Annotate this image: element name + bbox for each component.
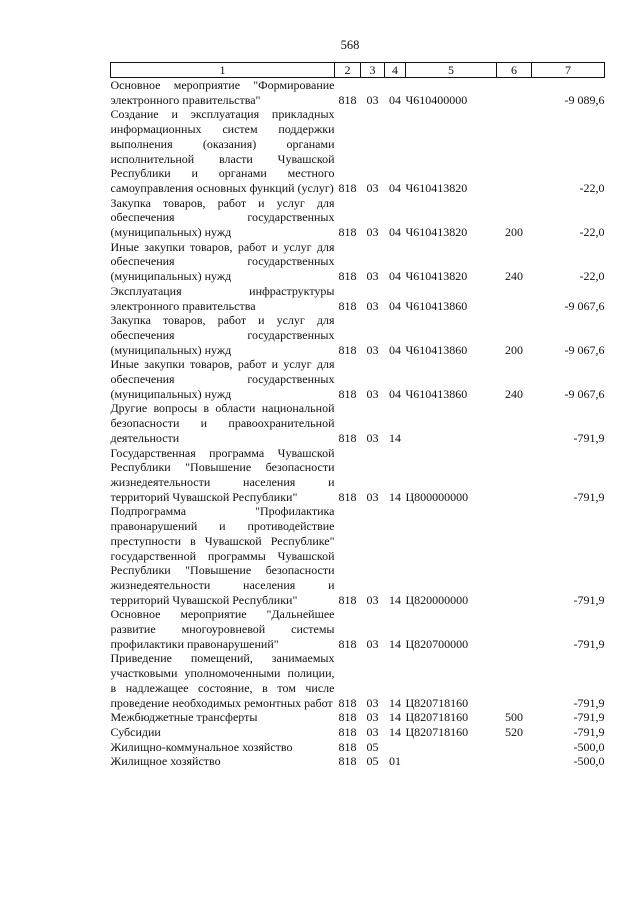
row-subsection-code: 14 — [389, 724, 401, 739]
row-ministry-code: 818 — [338, 739, 357, 754]
row-section-code: 05 — [366, 754, 379, 769]
row-name: Основное мероприятие "Формирование электронного правительства" — [110, 78, 335, 107]
row-name: Межбюджетные трансферты — [110, 710, 258, 725]
row-target-code: Ц820700000 — [405, 636, 469, 651]
row-sum: -791,9 — [573, 695, 605, 710]
table-row — [111, 740, 605, 755]
header-col-5: 5 — [406, 63, 497, 78]
row-name: Другие вопросы в области национальной безопасности и правоохранительной деятельности — [110, 401, 335, 445]
row-subsection-code: 01 — [389, 754, 401, 769]
row-ministry-code: 818 — [338, 225, 357, 240]
row-section-code: 03 — [366, 269, 379, 284]
row-ministry-code: 818 — [338, 386, 357, 401]
row-sum: -791,9 — [573, 710, 605, 725]
table-row — [111, 401, 605, 445]
row-ministry-code: 818 — [338, 710, 357, 725]
row-sum: -22,0 — [579, 180, 605, 195]
header-col-3: 3 — [361, 63, 385, 78]
row-name: Закупка товаров, работ и услуг для обеспечения государственных (муниципальных) нужд — [110, 195, 335, 240]
table-row — [111, 313, 605, 357]
row-subsection-code: 14 — [389, 430, 401, 445]
row-subsection-code: 04 — [389, 298, 401, 313]
row-subsection-code — [385, 740, 406, 755]
row-expense-type — [497, 651, 532, 710]
row-ministry-code: 818 — [338, 592, 357, 607]
row-ministry-code: 818 — [338, 430, 357, 445]
row-target-code: Ц820718160 — [405, 724, 469, 739]
row-ministry-code: 818 — [338, 489, 357, 504]
row-name: Субсидии — [110, 724, 161, 739]
row-ministry-code: 818 — [338, 298, 357, 313]
row-sum: -9 089,6 — [564, 92, 605, 107]
row-sum: -9 067,6 — [564, 298, 605, 313]
row-subsection-code: 14 — [389, 592, 401, 607]
row-ministry-code: 818 — [338, 180, 357, 195]
row-ministry-code: 818 — [338, 269, 357, 284]
row-subsection-code: 04 — [389, 92, 401, 107]
row-ministry-code: 818 — [338, 724, 357, 739]
row-name: Закупка товаров, работ и услуг для обеспечения государственных (муниципальных) нужд — [110, 313, 335, 357]
table-row — [111, 78, 605, 108]
row-section-code: 03 — [366, 636, 379, 651]
row-subsection-code: 04 — [389, 269, 401, 284]
budget-table — [110, 62, 605, 769]
page-number: 568 — [340, 38, 360, 52]
row-target-code: Ц800000000 — [405, 489, 469, 504]
row-sum: -500,0 — [573, 754, 605, 769]
row-expense-type: 520 — [505, 724, 523, 739]
row-expense-type — [497, 284, 532, 313]
row-section-code: 03 — [366, 592, 379, 607]
header-row — [111, 63, 605, 78]
table-row — [111, 651, 605, 710]
table-row — [111, 504, 605, 607]
row-section-code: 05 — [366, 739, 379, 754]
row-section-code: 03 — [366, 342, 379, 357]
row-ministry-code: 818 — [338, 636, 357, 651]
row-section-code: 03 — [366, 695, 379, 710]
row-expense-type — [497, 740, 532, 755]
row-sum: -791,9 — [573, 724, 605, 739]
row-expense-type: 200 — [505, 342, 523, 357]
row-section-code: 03 — [366, 724, 379, 739]
row-name: Иные закупки товаров, работ и услуг для обеспечения государственных (муниципальных) нужд — [110, 357, 335, 401]
header-col-2: 2 — [335, 63, 361, 78]
row-subsection-code: 14 — [389, 695, 401, 710]
header-col-1: 1 — [111, 63, 335, 78]
row-name: Приведение помещений, занимаемых участковыми уполномоченными полиции, в надлежащее состояние, в том числе проведение необходимых ремонтных работ — [110, 651, 335, 710]
row-subsection-code: 04 — [389, 225, 401, 240]
header-col-6: 6 — [497, 63, 532, 78]
row-expense-type: 240 — [505, 269, 523, 284]
row-name: Основное мероприятие "Дальнейшее развитие многоуровневой системы профилактики правонарушений" — [110, 607, 335, 651]
row-target-code: Ч610400000 — [405, 92, 468, 107]
row-subsection-code: 14 — [389, 710, 401, 725]
row-expense-type — [497, 607, 532, 651]
row-section-code: 03 — [366, 710, 379, 725]
table-row — [111, 284, 605, 313]
table-row — [111, 710, 605, 725]
row-expense-type — [497, 446, 532, 505]
row-sum: -22,0 — [579, 225, 605, 240]
row-section-code: 03 — [366, 225, 379, 240]
row-sum: -791,9 — [573, 636, 605, 651]
row-target-code: Ч610413860 — [405, 342, 468, 357]
row-section-code: 03 — [366, 386, 379, 401]
row-subsection-code: 04 — [389, 386, 401, 401]
row-sum: -791,9 — [573, 592, 605, 607]
row-target-code — [406, 754, 497, 769]
row-target-code: Ч610413860 — [405, 298, 468, 313]
row-expense-type: 500 — [505, 710, 523, 725]
row-name: Государственная программа Чувашской Республики "Повышение безопасности жизнедеятельности населения и территорий Чувашской Республики" — [110, 445, 335, 504]
table-row — [111, 240, 605, 284]
table-row — [111, 357, 605, 401]
row-expense-type — [497, 504, 532, 607]
row-sum: -9 067,6 — [564, 342, 605, 357]
row-ministry-code: 818 — [338, 342, 357, 357]
row-name: Иные закупки товаров, работ и услуг для обеспечения государственных (муниципальных) нужд — [110, 239, 335, 284]
row-ministry-code: 818 — [338, 695, 357, 710]
row-expense-type: 240 — [505, 386, 523, 401]
row-target-code: Ч610413820 — [405, 269, 468, 284]
table-row — [111, 446, 605, 505]
row-section-code: 03 — [366, 489, 379, 504]
row-subsection-code: 04 — [389, 342, 401, 357]
row-target-code: Ч610413820 — [405, 180, 468, 195]
row-target-code: Ч610413820 — [405, 225, 468, 240]
row-name: Жилищное хозяйство — [110, 754, 221, 769]
row-sum: -791,9 — [573, 430, 605, 445]
row-name: Эксплуатация инфраструктуры электронного правительства — [110, 283, 335, 313]
row-section-code: 03 — [366, 180, 379, 195]
row-target-code: Ц820718160 — [405, 710, 469, 725]
row-name: Жилищно-коммунальное хозяйство — [110, 739, 293, 754]
row-ministry-code: 818 — [338, 754, 357, 769]
row-expense-type — [497, 107, 532, 195]
table-row — [111, 725, 605, 740]
row-sum: -500,0 — [573, 739, 605, 754]
row-subsection-code: 14 — [389, 489, 401, 504]
row-section-code: 03 — [366, 430, 379, 445]
row-expense-type — [497, 78, 532, 108]
table-row — [111, 196, 605, 240]
row-target-code: Ч610413860 — [405, 386, 468, 401]
row-subsection-code: 04 — [389, 180, 401, 195]
table-row — [111, 754, 605, 769]
row-expense-type — [497, 754, 532, 769]
row-target-code: Ц820718160 — [405, 695, 469, 710]
row-section-code: 03 — [366, 298, 379, 313]
header-col-7: 7 — [532, 63, 605, 78]
header-col-4: 4 — [385, 63, 406, 78]
row-section-code: 03 — [366, 92, 379, 107]
table-row — [111, 607, 605, 651]
row-subsection-code: 14 — [389, 636, 401, 651]
row-name: Подпрограмма "Профилактика правонарушений и противодействие преступности в Чувашской Республике" государственной программы Чувашской Республики "Повышение безопасности жизнедеятельности населения и территорий Чувашской Республики" — [110, 504, 335, 607]
row-target-code — [406, 401, 497, 445]
table-row — [111, 107, 605, 195]
row-name: Создание и эксплуатация прикладных информационных систем поддержки выполнения (оказания) органами исполнительной власти Чувашской Республики и органами местного самоуправления основных функций (услуг) — [110, 107, 335, 195]
row-target-code: Ц820000000 — [405, 592, 469, 607]
row-sum: -9 067,6 — [564, 386, 605, 401]
row-ministry-code: 818 — [338, 92, 357, 107]
row-expense-type: 200 — [505, 225, 523, 240]
table-body — [111, 78, 605, 770]
row-sum: -22,0 — [579, 269, 605, 284]
row-sum: -791,9 — [573, 489, 605, 504]
row-expense-type — [497, 401, 532, 445]
row-target-code — [406, 740, 497, 755]
